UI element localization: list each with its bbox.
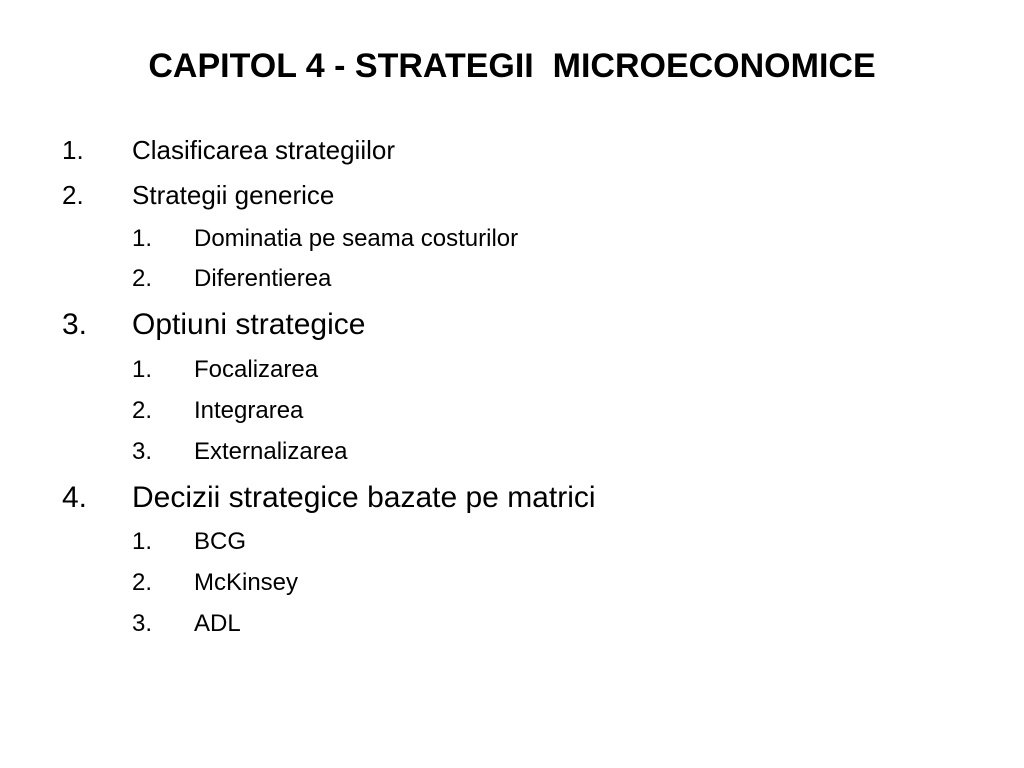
sub-item-text: BCG [194,528,247,555]
list-item-number: 3. [62,308,88,341]
list-item-text: Clasificarea strategiilor [132,135,395,165]
list-item-number: 1. [62,135,84,165]
sub-item-number: 3. [132,438,153,465]
sub-item-number: 1. [132,356,153,383]
sub-item-text: Integrarea [194,397,304,424]
sub-item-text: Externalizarea [194,438,348,465]
slide-title: CAPITOL 4 - STRATEGII MICROECONOMICE [148,47,876,85]
sub-item-number: 1. [132,225,153,252]
list-item-number: 2. [62,180,84,210]
list-item-text: Optiuni strategice [132,308,366,341]
sub-item-text: McKinsey [194,569,299,596]
sub-item-text: Focalizarea [194,356,319,383]
sub-item-number: 2. [132,265,153,292]
list-item-number: 4. [62,481,88,514]
sub-item-text: ADL [194,610,241,637]
sub-item-text: Dominatia pe seama costurilor [194,225,519,252]
list-item-text: Decizii strategice bazate pe matrici [132,481,596,514]
list-item-text: Strategii generice [132,180,335,210]
sub-item-text: Diferentierea [194,265,332,292]
sub-item-number: 3. [132,610,153,637]
sub-item-number: 1. [132,528,153,555]
sub-item-number: 2. [132,569,153,596]
sub-item-number: 2. [132,397,153,424]
